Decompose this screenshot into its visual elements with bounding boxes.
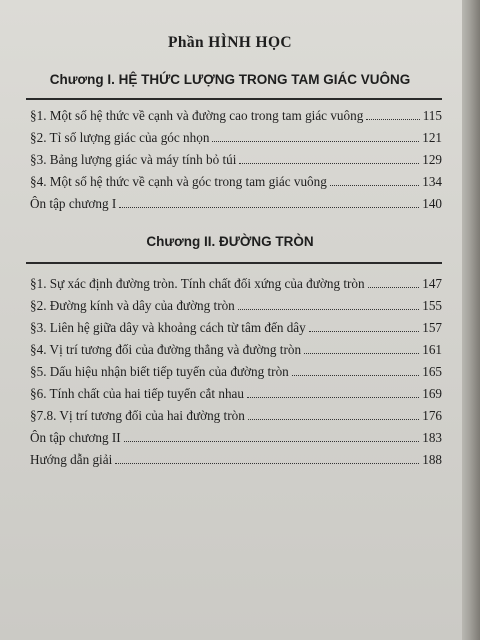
toc-entry	[30, 294, 442, 314]
entry-page: 121	[422, 130, 442, 145]
chapter-1-title: Chương I. HỆ THỨC LƯỢNG TRONG TAM GIÁC VUÔNG	[49, 72, 411, 87]
toc-entry	[30, 272, 442, 292]
leader-dots	[239, 163, 419, 164]
entry-page: 147	[422, 276, 442, 291]
toc-entry	[30, 382, 442, 402]
entry-title: §5. Dấu hiệu nhận biết tiếp tuyến của đường tròn	[30, 364, 289, 379]
entry-page: 115	[422, 108, 442, 123]
entry-title: §6. Tính chất của hai tiếp tuyến cắt nhau	[30, 386, 244, 401]
entry-title: §3. Liên hệ giữa dây và khoảng cách từ tâm đến dây	[30, 320, 306, 335]
entry-title: Hướng dẫn giải	[30, 452, 113, 467]
entry-title: §1. Một số hệ thức về cạnh và đường cao trong tam giác vuông	[30, 108, 364, 123]
leader-dots	[119, 207, 419, 208]
toc-entry	[30, 170, 442, 190]
toc-entry	[30, 426, 442, 446]
toc-entry	[30, 126, 442, 146]
toc-entry	[30, 148, 442, 168]
entry-page: 155	[422, 298, 442, 313]
entry-title: Ôn tập chương I	[30, 196, 117, 211]
toc-entry	[30, 404, 442, 424]
entry-page: 183	[422, 430, 442, 445]
entry-title: §2. Đường kính và dây của đường tròn	[30, 298, 235, 313]
entry-title: §7.8. Vị trí tương đối của hai đường tròn	[30, 408, 245, 423]
leader-dots	[247, 397, 419, 398]
page-edge	[462, 0, 480, 640]
entry-title: Ôn tập chương II	[30, 430, 121, 445]
entry-page: 129	[422, 152, 442, 167]
leader-dots	[366, 119, 419, 120]
entry-title: §3. Bảng lượng giác và máy tính bỏ túi	[30, 152, 237, 167]
entry-page: 169	[422, 386, 442, 401]
leader-dots	[309, 331, 419, 332]
toc-entry	[30, 104, 442, 124]
entry-page: 176	[422, 408, 442, 423]
leader-dots	[248, 419, 419, 420]
entry-title: §4. Vị trí tương đối của đường thẳng và đường tròn	[30, 342, 302, 357]
chapter-1-rule	[26, 98, 442, 100]
leader-dots	[238, 309, 419, 310]
part-title: Phần HÌNH HỌC	[167, 34, 293, 51]
entry-page: 161	[422, 342, 442, 357]
entry-page: 188	[422, 452, 442, 467]
toc-entry	[30, 316, 442, 336]
chapter-2-rule	[26, 262, 442, 264]
entry-title: §4. Một số hệ thức về cạnh và góc trong tam giác vuông	[30, 174, 327, 189]
entry-title: §1. Sự xác định đường tròn. Tính chất đối xứng của đường tròn	[30, 276, 365, 291]
leader-dots	[212, 141, 419, 142]
chapter-2-title: Chương II. ĐƯỜNG TRÒN	[146, 234, 314, 249]
leader-dots	[304, 353, 419, 354]
entry-page: 134	[422, 174, 442, 189]
leader-dots	[368, 287, 420, 288]
entry-page: 140	[422, 196, 442, 211]
leader-dots	[292, 375, 419, 376]
leader-dots	[330, 185, 419, 186]
leader-dots	[124, 441, 420, 442]
toc-entry	[30, 338, 442, 358]
entry-page: 165	[422, 364, 442, 379]
toc-entry	[30, 448, 442, 468]
leader-dots	[115, 463, 419, 464]
toc-entry	[30, 360, 442, 380]
toc-entry	[30, 192, 442, 212]
entry-title: §2. Tỉ số lượng giác của góc nhọn	[30, 130, 210, 145]
entry-page: 157	[422, 320, 442, 335]
